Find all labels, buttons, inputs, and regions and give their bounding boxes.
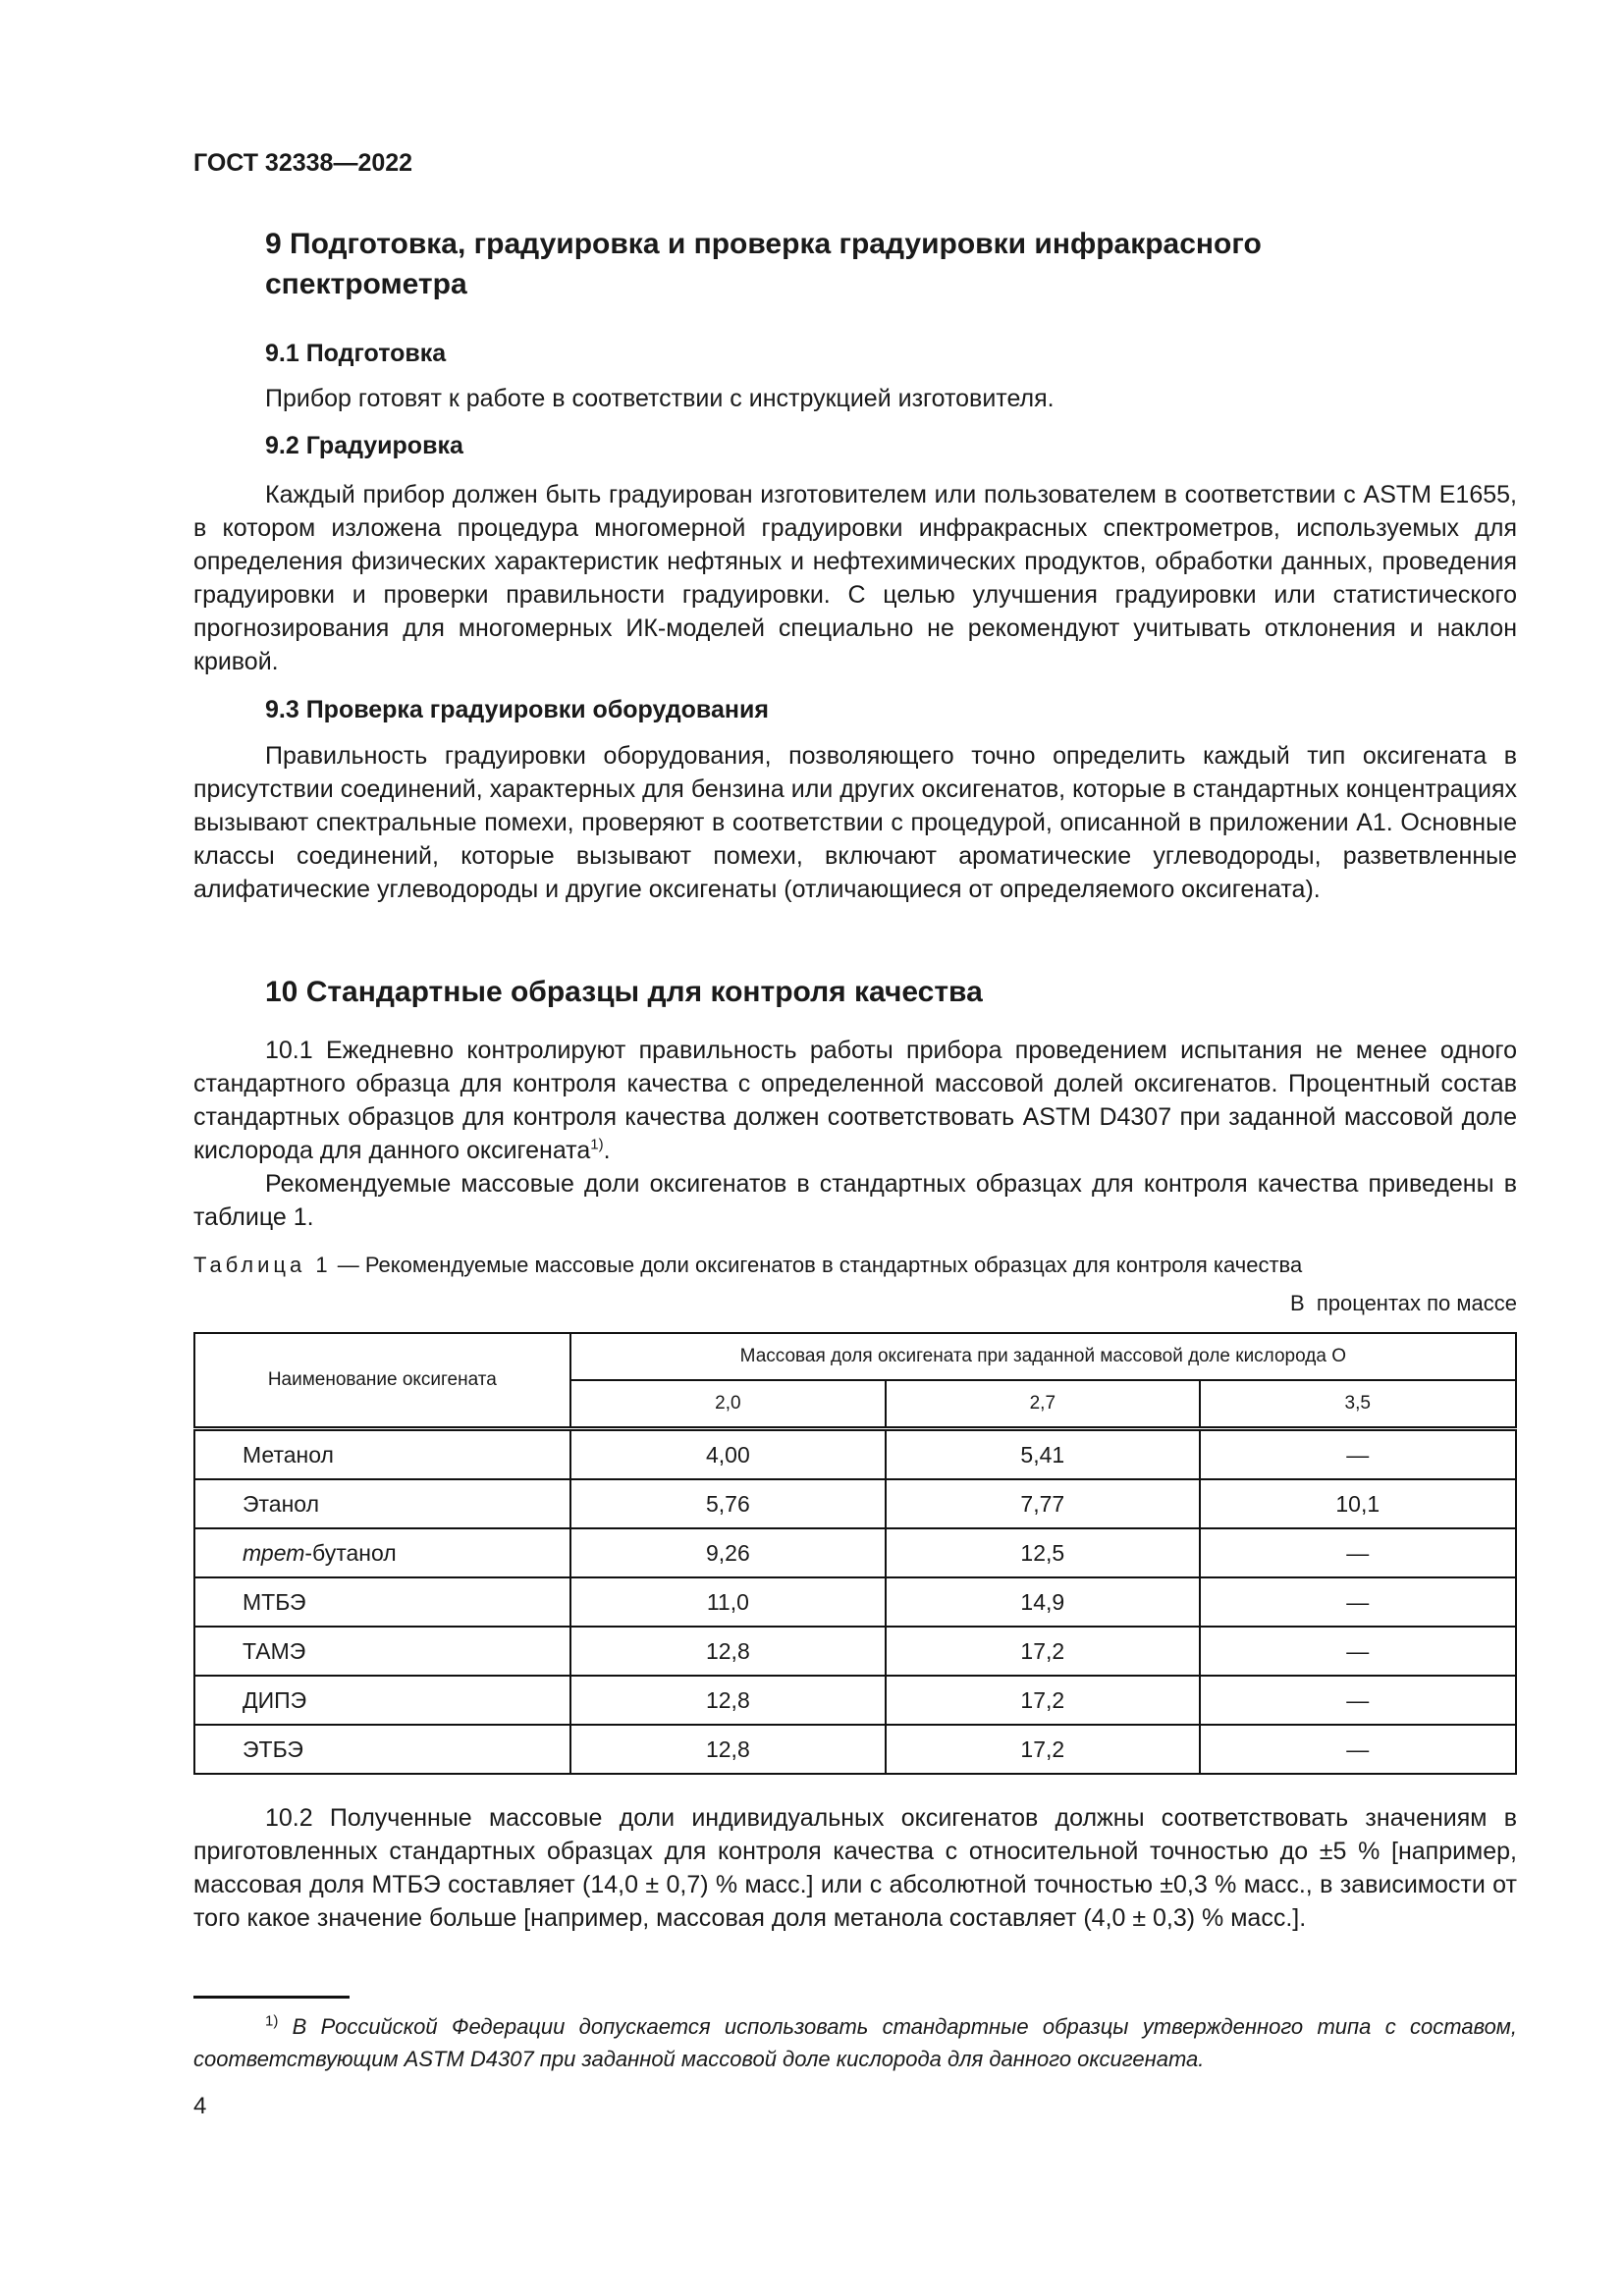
table-row bbox=[194, 1528, 1516, 1577]
section-9-1-text: Прибор готовят к работе в соответствии с инструкцией изготовителя. bbox=[265, 385, 1055, 412]
name-text: ДИПЭ bbox=[243, 1686, 307, 1713]
oxygenate-name bbox=[194, 1429, 570, 1480]
section-10-2-text: 10.2 Полученные массовые доли индивидуальных оксигенатов должны соответствовать значениям в приготовленных стандартных образцах для контроля качества с относительной точностью до ±5 % [например, массовая доля МТБЭ составляет (14,0 ± 0,7) % масс.] или с абсолютной точностью ±0,3 % масс., в зависимости от того какое значение больше [например, массовая доля метанола составляет (4,0 ± 0,3) % масс.]. bbox=[193, 1804, 1517, 1932]
table-cell: 10,1 bbox=[1200, 1479, 1516, 1528]
footnote-text: В Российской Федерации допускается использовать стандартные образцы утвержденного типа с составом, соответствующим ASTM D4307 при заданной массовой доле кислорода для данного оксигената. bbox=[193, 2014, 1517, 2071]
table-label: Таблица 1 bbox=[193, 1253, 332, 1277]
footnote-divider bbox=[193, 1996, 350, 1999]
table-cell: 17,2 bbox=[886, 1627, 1199, 1676]
table-row bbox=[194, 1479, 1516, 1528]
table-cell: 9,26 bbox=[570, 1528, 886, 1577]
table-row bbox=[194, 1627, 1516, 1676]
name-text: ТАМЭ bbox=[243, 1637, 306, 1664]
oxygenate-name bbox=[194, 1676, 570, 1725]
table-cell: — bbox=[1200, 1577, 1516, 1627]
col-header: 2,0 bbox=[570, 1380, 886, 1429]
table-cell: 11,0 bbox=[570, 1577, 886, 1627]
col-header-name: Наименование оксигената bbox=[194, 1333, 570, 1429]
table-cell: 12,8 bbox=[570, 1676, 886, 1725]
oxygenate-name bbox=[194, 1528, 570, 1577]
col-header-group: Массовая доля оксигената при заданной массовой доле кислорода О bbox=[570, 1333, 1516, 1380]
table-cell: 12,8 bbox=[570, 1725, 886, 1774]
section-9-3-title: 9.3 Проверка градуировки оборудования bbox=[265, 696, 769, 723]
document-id: ГОСТ 32338—2022 bbox=[193, 149, 413, 177]
col-header: 3,5 bbox=[1200, 1380, 1516, 1429]
oxygenate-name bbox=[194, 1577, 570, 1627]
name-text: МТБЭ bbox=[243, 1588, 306, 1615]
table-cell: 14,9 bbox=[886, 1577, 1199, 1627]
section-9-2-text: Каждый прибор должен быть градуирован изготовителем или пользователем в соответствии с ASTM E1655, в котором изложена процедура многомерной градуировки инфракрасных спектрометров, используемых для определения физических характеристик нефтяных и нефтехимических продуктов, обработки данных, проведения градуировки и проверки правильности градуировки. С целью улучшения градуировки или статистического прогнозирования для многомерных ИК-моделей специально не рекомендуют учитывать отклонения и наклон кривой. bbox=[193, 481, 1517, 675]
name-prefix: трет bbox=[243, 1539, 305, 1566]
section-9-1-title: 9.1 Подготовка bbox=[265, 340, 447, 367]
table-caption bbox=[193, 1253, 1517, 1278]
name-text: -бутанол bbox=[304, 1539, 397, 1566]
section-9 bbox=[193, 224, 1352, 304]
section-10-title: 10 Стандартные образцы для контроля качества bbox=[265, 976, 983, 1008]
paragraph-text: 10.1 Ежедневно контролируют правильность работы прибора проведением испытания не менее одного стандартного образца для контроля качества с определенной массовой долей оксигенатов. Процентный состав стандартных образцов для контроля качества должен соответствовать ASTM D4307 при заданной массовой доле кислорода для данного оксигената bbox=[193, 1037, 1517, 1164]
table-cell: 12,8 bbox=[570, 1627, 886, 1676]
table-cell: 7,77 bbox=[886, 1479, 1199, 1528]
oxygenate-name bbox=[194, 1627, 570, 1676]
name-text: Этанол bbox=[243, 1490, 320, 1517]
section-9-2-title: 9.2 Градуировка bbox=[265, 432, 463, 459]
footnote bbox=[193, 2010, 1517, 2075]
table-row bbox=[194, 1577, 1516, 1627]
table-cell: — bbox=[1200, 1676, 1516, 1725]
oxygenate-table bbox=[193, 1332, 1517, 1775]
name-text: ЭТБЭ bbox=[243, 1735, 303, 1762]
table-row bbox=[194, 1725, 1516, 1774]
section-9-title: 9 Подготовка, градуировка и проверка градуировки инфракрасного спектрометра bbox=[265, 228, 1262, 300]
table-cell: — bbox=[1200, 1725, 1516, 1774]
table-units: В процентах по массе bbox=[1289, 1291, 1517, 1315]
footnote-reference[interactable]: 1) bbox=[590, 1136, 604, 1153]
table-cell: 17,2 bbox=[886, 1725, 1199, 1774]
table-cell: 5,41 bbox=[886, 1429, 1199, 1480]
table-row bbox=[194, 1429, 1516, 1480]
oxygenate-name bbox=[194, 1479, 570, 1528]
oxygenate-name bbox=[194, 1725, 570, 1774]
table-cell: 5,76 bbox=[570, 1479, 886, 1528]
section-10-1-text: 10.1 Ежедневно контролируют правильность работы прибора проведением испытания не менее одного стандартного образца для контроля качества с определенной массовой долей оксигенатов. Процентный состав стандартных образцов для контроля качества должен соответствовать ASTM D4307 при заданной массовой доле кислорода для данного оксигената$^{1)}$. bbox=[193, 1037, 1517, 1164]
table-cell: 4,00 bbox=[570, 1429, 886, 1480]
table-cell: 17,2 bbox=[886, 1676, 1199, 1725]
name-text: Метанол bbox=[243, 1441, 334, 1468]
table-cell: — bbox=[1200, 1528, 1516, 1577]
table-row bbox=[194, 1676, 1516, 1725]
col-header: 2,7 bbox=[886, 1380, 1199, 1429]
section-9-3-text: Правильность градуировки оборудования, позволяющего точно определить каждый тип оксигената в присутствии соединений, характерных для бензина или других оксигенатов, которые в стандартных концентрациях вызывают спектральные помехи, проверяют в соответствии с процедурой, описанной в приложении А1. Основные классы соединений, которые вызывают помехи, включают ароматические углеводороды, разветвленные алифатические углеводороды и другие оксигенаты (отличающиеся от определяемого оксигената). bbox=[193, 742, 1517, 903]
table-cell: — bbox=[1200, 1627, 1516, 1676]
table-cell: — bbox=[1200, 1429, 1516, 1480]
table-title: — Рекомендуемые массовые доли оксигенатов в стандартных образцах для контроля качества bbox=[331, 1253, 1303, 1277]
table-cell: 12,5 bbox=[886, 1528, 1199, 1577]
footnote-mark: 1) bbox=[265, 2012, 279, 2030]
page-number: 4 bbox=[193, 2093, 207, 2119]
section-10-1-text-b: Рекомендуемые массовые доли оксигенатов в стандартных образцах для контроля качества приведены в таблице 1. bbox=[193, 1170, 1517, 1231]
